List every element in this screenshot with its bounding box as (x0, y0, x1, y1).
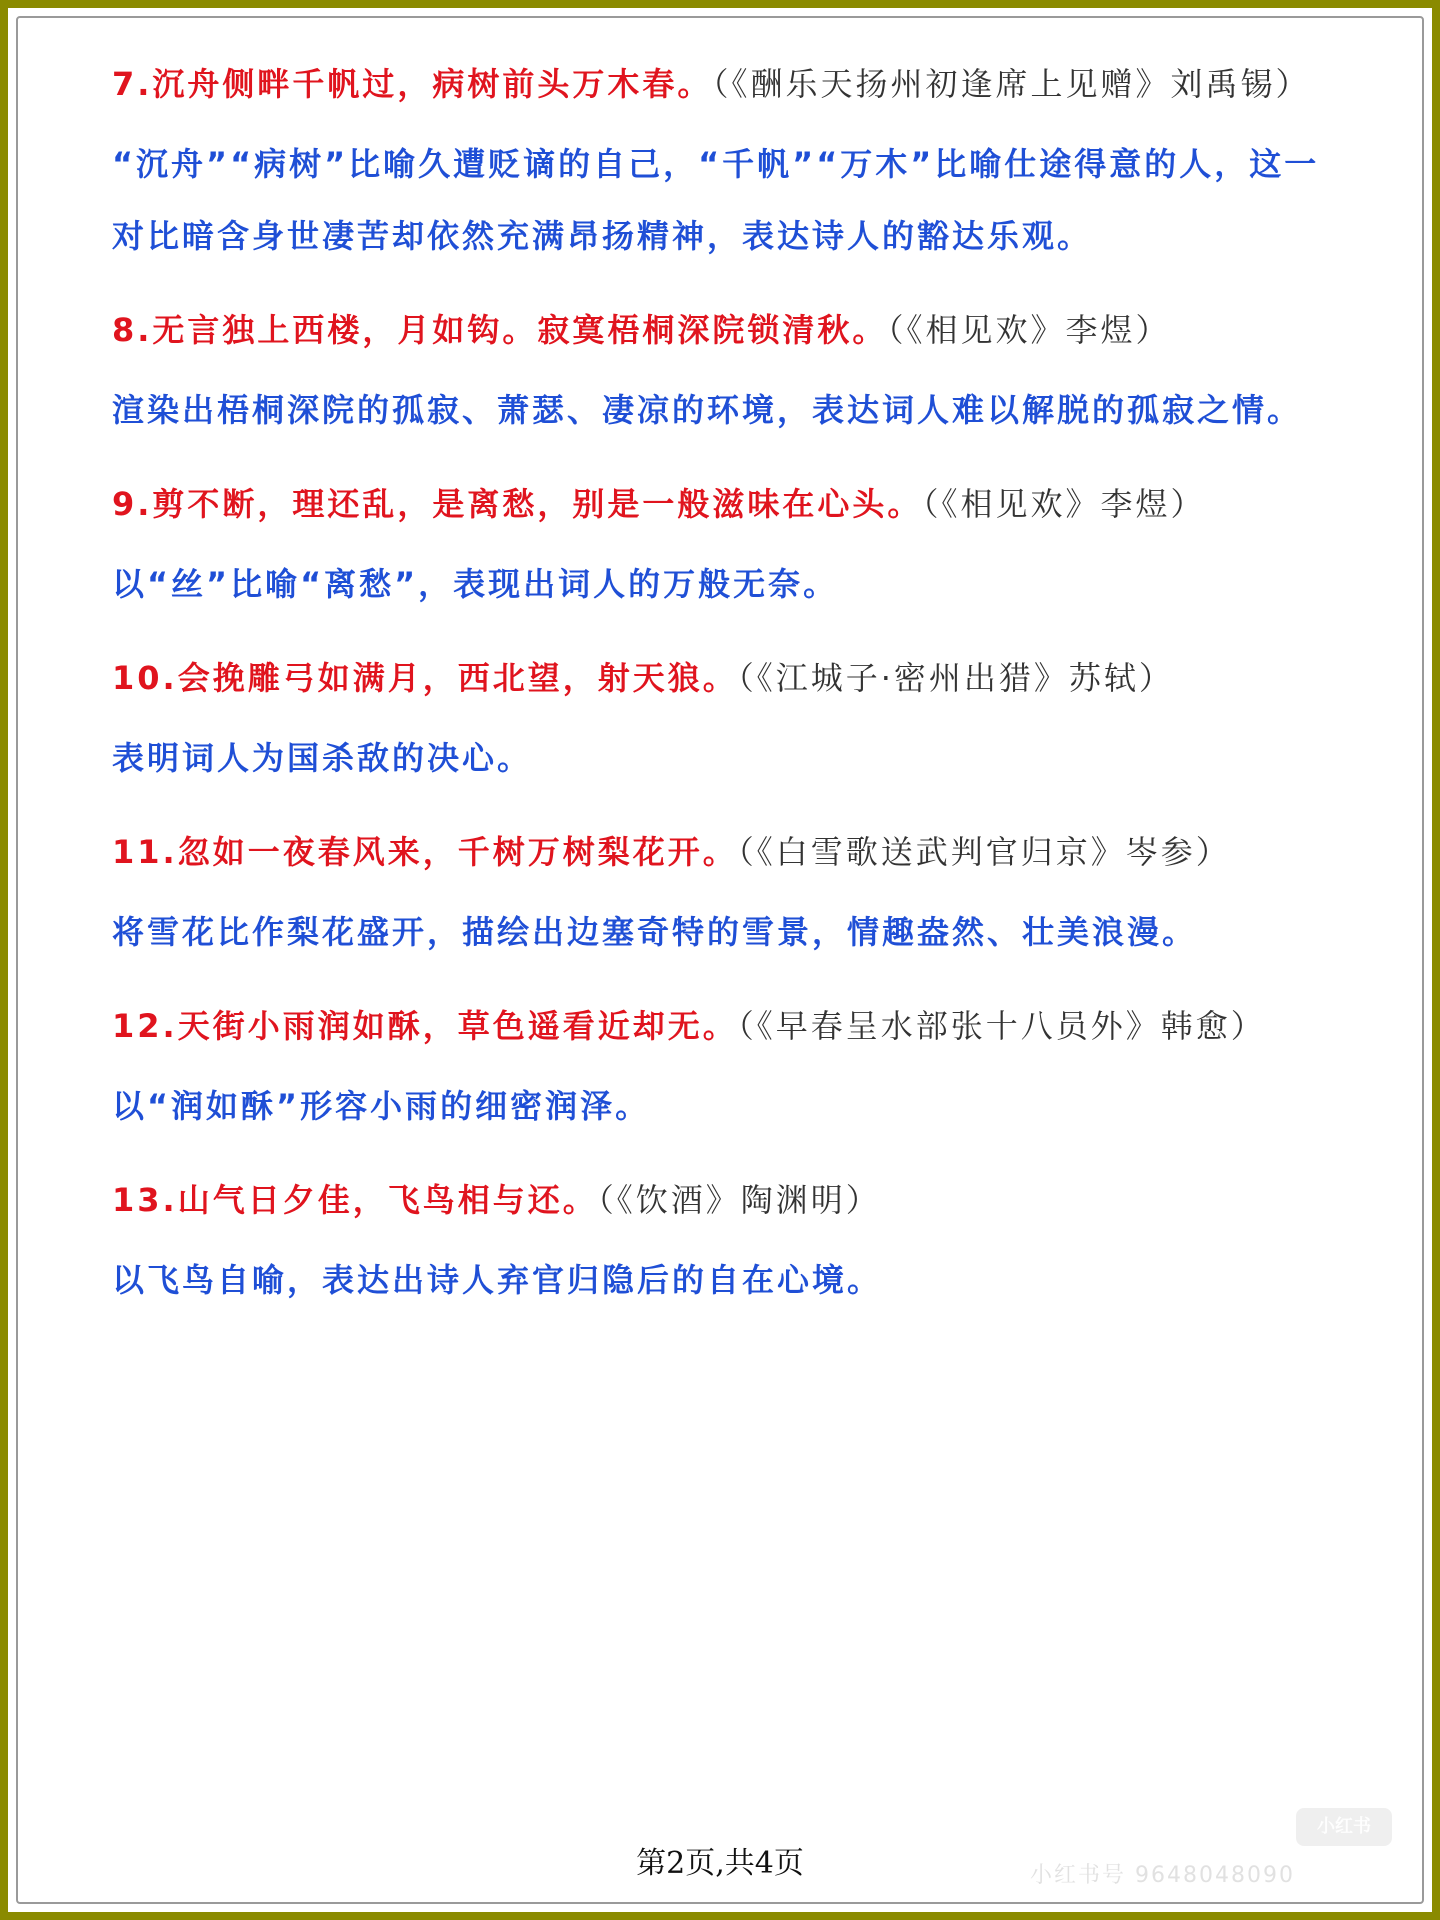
verse-source: （《相见欢》李煜） (922, 485, 1206, 523)
verse-source: （《饮酒》陶渊明） (597, 1181, 881, 1219)
verse-line (112, 1164, 1330, 1236)
verse-text: 无言独上西楼，月如钩。寂寞梧桐深院锁清秋。 (152, 311, 888, 349)
verse-line (112, 990, 1330, 1062)
verse-line (112, 642, 1330, 714)
verse-source: （《酬乐天扬州初逢席上见赠》刘禹锡） (712, 65, 1311, 103)
list-item (112, 48, 1330, 272)
verse-line (112, 816, 1330, 888)
list-item (112, 294, 1330, 446)
item-number: 7. (112, 65, 153, 103)
watermark-id: 小红书号 9648048090 (1030, 1863, 1295, 1888)
verse-explanation: 渲染出梧桐深院的孤寂、萧瑟、凄凉的环境，表达词人难以解脱的孤寂之情。 (112, 391, 1303, 429)
page-number: 第2页,共4页 (636, 1846, 804, 1881)
verse-explanation: 以飞鸟自喻，表达出诗人弃官归隐后的自在心境。 (112, 1261, 883, 1299)
list-item (112, 990, 1330, 1142)
list-item (112, 642, 1330, 794)
list-item (112, 468, 1330, 620)
verse-source: （《相见欢》李煜） (887, 311, 1171, 349)
item-number: 9. (112, 485, 153, 523)
poem-list (112, 48, 1330, 1316)
verse-line (112, 294, 1330, 366)
list-item (112, 816, 1330, 968)
verse-explanation: 将雪花比作梨花盛开，描绘出边塞奇特的雪景，情趣盎然、壮美浪漫。 (112, 913, 1198, 951)
verse-explanation: “沉舟”“病树”比喻久遭贬谪的自己，“千帆”“万木”比喻仕途得意的人，这一对比暗含身世凄苦却依然充满昂扬精神，表达诗人的豁达乐观。 (112, 145, 1320, 255)
item-number: 11. (112, 833, 178, 871)
verse-source: （《早春呈水部张十八员外》韩愈） (737, 1007, 1266, 1045)
watermark-logo: 小红书 (1296, 1808, 1392, 1846)
verse-text: 忽如一夜春风来，千树万树梨花开。 (177, 833, 738, 871)
verse-text: 天街小雨润如酥，草色遥看近却无。 (177, 1007, 738, 1045)
verse-text: 沉舟侧畔千帆过，病树前头万木春。 (152, 65, 713, 103)
verse-text: 剪不断，理还乱，是离愁，别是一般滋味在心头。 (152, 485, 923, 523)
verse-line (112, 468, 1330, 540)
verse-text: 会挽雕弓如满月，西北望，射天狼。 (177, 659, 738, 697)
verse-explanation: 以“润如酥”形容小雨的细密润泽。 (112, 1087, 651, 1125)
verse-explanation: 表明词人为国杀敌的决心。 (112, 739, 533, 777)
item-number: 12. (112, 1007, 178, 1045)
verse-text: 山气日夕佳，飞鸟相与还。 (177, 1181, 598, 1219)
verse-source: （《江城子·密州出猎》苏轼） (737, 659, 1174, 697)
verse-explanation: 以“丝”比喻“离愁”，表现出词人的万般无奈。 (112, 565, 839, 603)
list-item (112, 1164, 1330, 1316)
item-number: 10. (112, 659, 178, 697)
verse-line (112, 48, 1330, 120)
verse-source: （《白雪歌送武判官归京》岑参） (737, 833, 1231, 871)
item-number: 8. (112, 311, 153, 349)
item-number: 13. (112, 1181, 178, 1219)
